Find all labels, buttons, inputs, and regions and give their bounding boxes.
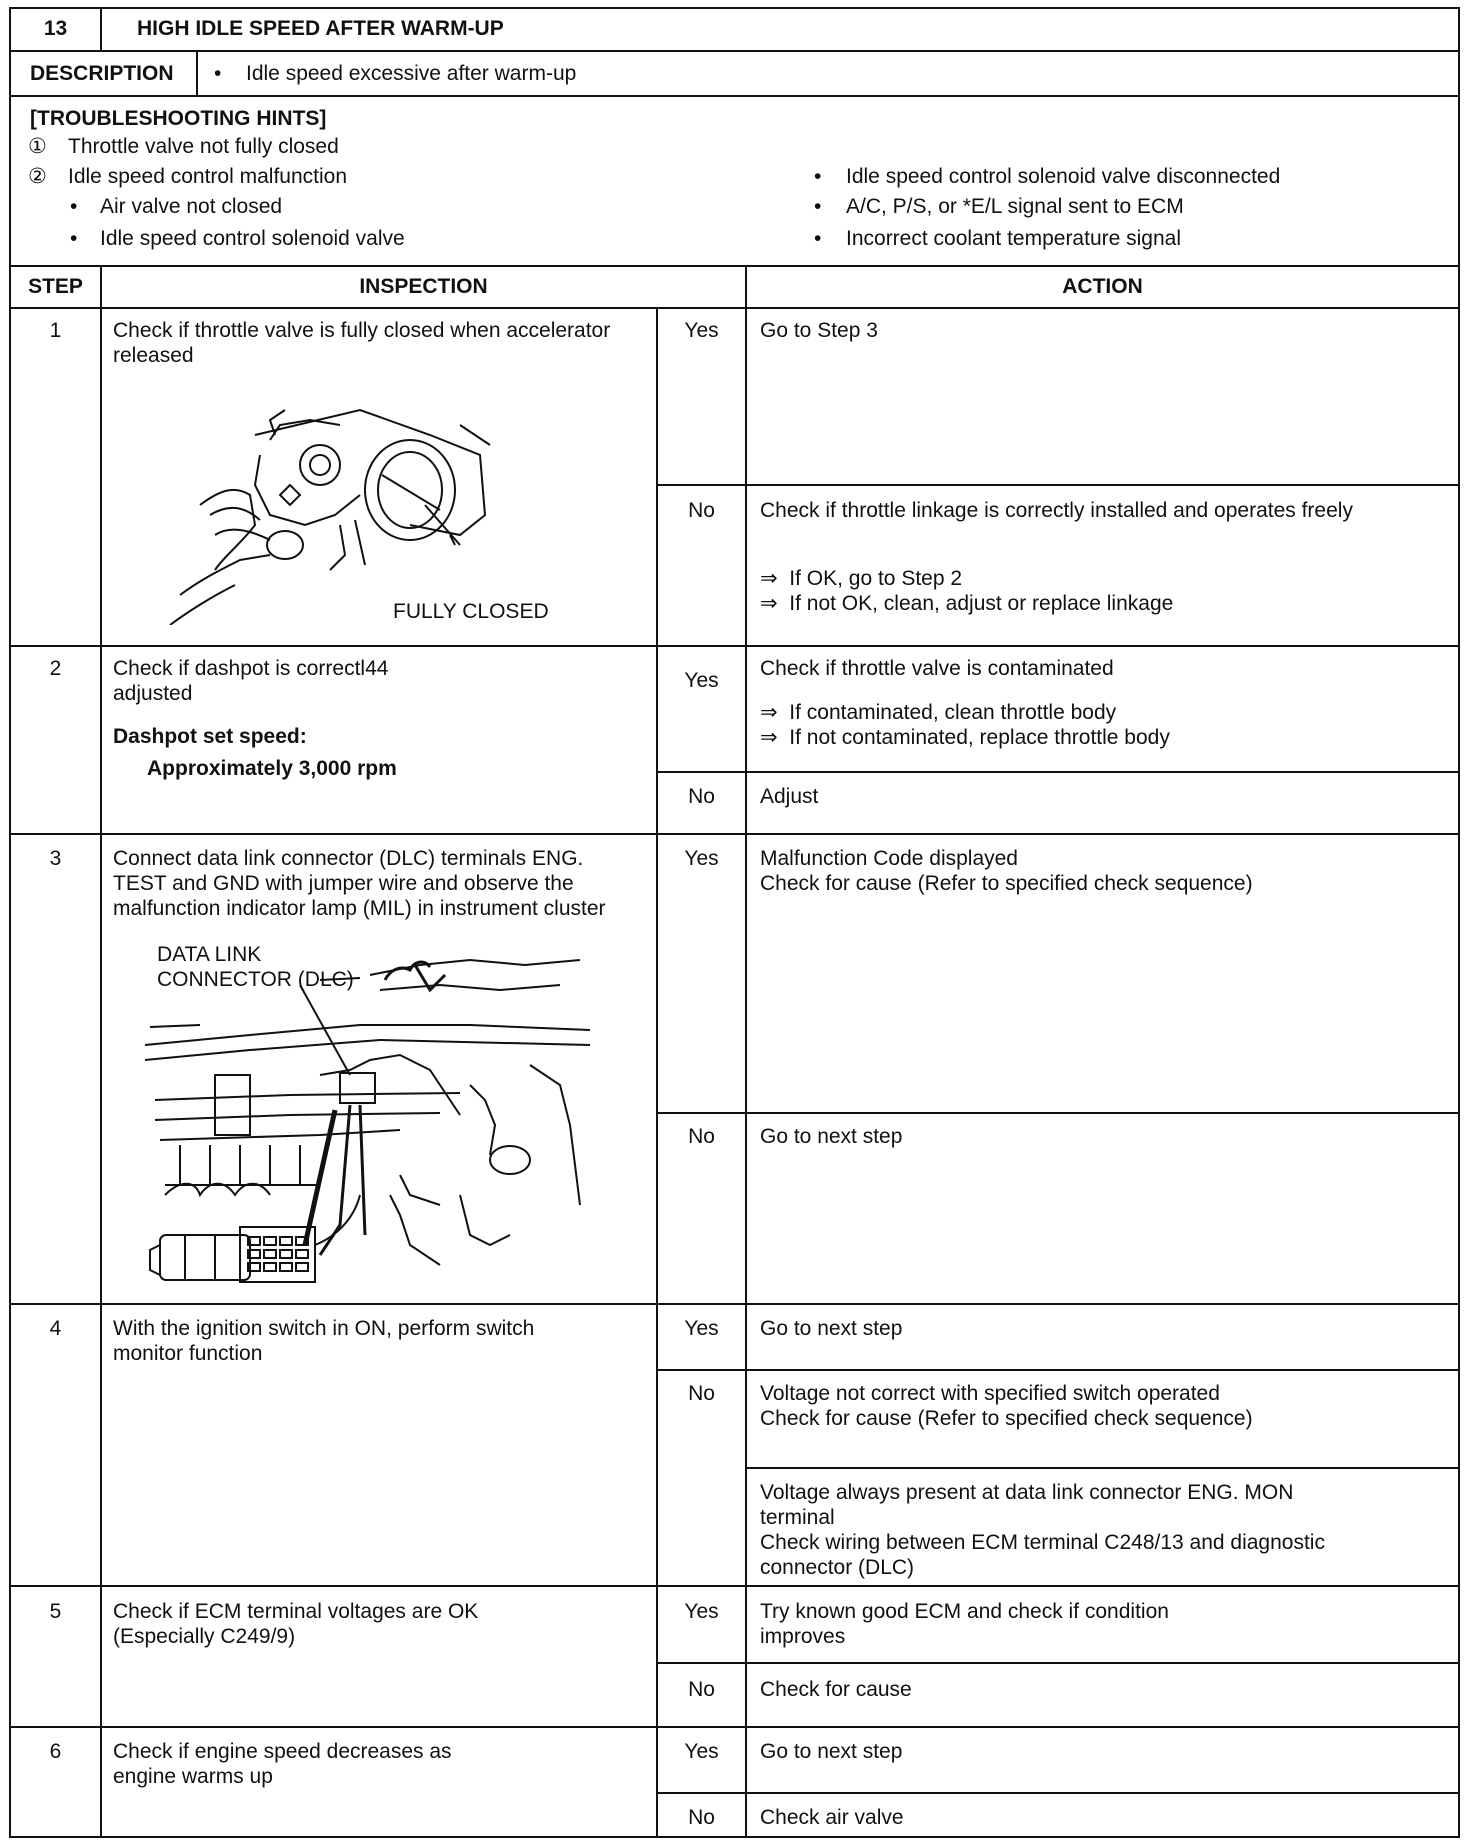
no-label: No <box>688 785 715 808</box>
yes-label: Yes <box>684 319 719 342</box>
step-number: 5 <box>49 1600 62 1623</box>
yes-label: Yes <box>684 669 719 692</box>
step-number: 3 <box>49 847 62 870</box>
step-number: 2 <box>49 657 62 680</box>
step-inspection: Connect data link connector (DLC) terminals ENG. TEST and GND with jumper wire and observe the malfunction indicator lamp (MIL) in instrument cluster <box>113 847 606 920</box>
hint-bullet: Idle speed control solenoid valve disconnected <box>846 165 1281 188</box>
hint-item: Throttle valve not fully closed <box>68 135 339 158</box>
yes-action: Try known good ECM and check if condition improves <box>760 1600 1169 1648</box>
bullet-icon: • <box>70 227 78 250</box>
description-text: Idle speed excessive after warm-up <box>246 62 577 85</box>
divider <box>9 1303 1460 1305</box>
yes-action: Go to next step <box>760 1740 903 1763</box>
bullet-icon: • <box>814 165 822 188</box>
divider <box>745 265 747 1838</box>
step-inspection: Check if throttle valve is fully closed when accelerator released <box>113 319 611 367</box>
yes-label: Yes <box>684 847 719 870</box>
divider <box>656 1369 1460 1371</box>
no-label: No <box>688 1678 715 1701</box>
no-action: Go to next step <box>760 1125 903 1148</box>
step-inspection: With the ignition switch in ON, perform switch monitor function <box>113 1317 535 1365</box>
yes-action: Go to Step 3 <box>760 319 878 342</box>
divider <box>656 484 1460 486</box>
figure-label: DATA LINK CONNECTOR (DLC) <box>157 943 354 991</box>
divider <box>9 265 1460 267</box>
divider <box>656 1792 1460 1794</box>
no-action: Check if throttle linkage is correctly installed and operates freely <box>760 499 1353 522</box>
divider <box>745 1467 1460 1469</box>
divider <box>196 50 198 96</box>
yes-label: Yes <box>684 1600 719 1623</box>
column-header-step: STEP <box>28 275 83 298</box>
figure-label: FULLY CLOSED <box>393 600 549 623</box>
divider <box>9 95 1460 97</box>
bullet-icon: • <box>214 62 222 85</box>
hint-bullet: A/C, P/S, or *E/L signal sent to ECM <box>846 195 1184 218</box>
yes-label: Yes <box>684 1317 719 1340</box>
no-action: Adjust <box>760 785 819 808</box>
divider <box>9 833 1460 835</box>
yes-label: Yes <box>684 1740 719 1763</box>
yes-action: Malfunction Code displayed Check for cause (Refer to specified check sequence) <box>760 847 1253 895</box>
engine-bay-illustration <box>140 945 600 1295</box>
divider <box>656 771 1460 773</box>
circled-one-icon: ① <box>28 135 47 158</box>
hint-bullet: Air valve not closed <box>100 195 283 218</box>
yes-action: Check if throttle valve is contaminated <box>760 657 1114 680</box>
no-action: Check for cause <box>760 1678 912 1701</box>
throttle-body-illustration <box>160 395 500 625</box>
hints-title: [TROUBLESHOOTING HINTS] <box>30 107 327 130</box>
bullet-icon: • <box>814 195 822 218</box>
section-title: HIGH IDLE SPEED AFTER WARM-UP <box>137 17 504 40</box>
no-label: No <box>688 499 715 522</box>
column-header-inspection: INSPECTION <box>359 275 488 298</box>
no-label: No <box>688 1382 715 1405</box>
step-number: 4 <box>49 1317 62 1340</box>
no-action: Voltage not correct with specified switch operated Check for cause (Refer to specified check sequence) <box>760 1382 1253 1430</box>
hint-bullet: Incorrect coolant temperature signal <box>846 227 1182 250</box>
divider <box>9 50 1460 52</box>
description-label: DESCRIPTION <box>30 62 174 85</box>
step-inspection: Check if dashpot is correctl44 adjusted <box>113 657 389 705</box>
divider <box>100 7 102 51</box>
no-sub-action: ⇒ If not OK, clean, adjust or replace linkage <box>760 592 1174 615</box>
divider <box>656 1112 1460 1114</box>
divider <box>9 1726 1460 1728</box>
spec-value: Approximately 3,000 rpm <box>147 757 397 780</box>
circled-two-icon: ② <box>28 165 47 188</box>
divider <box>9 645 1460 647</box>
hint-bullet: Idle speed control solenoid valve <box>100 227 405 250</box>
no-sub-action: ⇒ If OK, go to Step 2 <box>760 567 963 590</box>
no-label: No <box>688 1125 715 1148</box>
divider <box>9 307 1460 309</box>
bullet-icon: • <box>814 227 822 250</box>
spec-label: Dashpot set speed: <box>113 725 307 748</box>
step-inspection: Check if engine speed decreases as engine warms up <box>113 1740 452 1788</box>
yes-sub-action: ⇒ If not contaminated, replace throttle body <box>760 726 1170 749</box>
yes-action: Go to next step <box>760 1317 903 1340</box>
divider <box>100 265 102 1838</box>
no-action-alt: Voltage always present at data link connector ENG. MON terminal Check wiring between ECM terminal C248/13 and diagnostic connector (DLC) <box>760 1481 1325 1579</box>
hint-item: Idle speed control malfunction <box>68 165 347 188</box>
divider <box>656 1662 1460 1664</box>
column-header-action: ACTION <box>1062 275 1143 298</box>
divider <box>9 1585 1460 1587</box>
yes-sub-action: ⇒ If contaminated, clean throttle body <box>760 701 1117 724</box>
step-number: 6 <box>49 1740 62 1763</box>
section-number: 13 <box>43 17 68 40</box>
bullet-icon: • <box>70 195 78 218</box>
step-number: 1 <box>49 319 62 342</box>
no-action: Check air valve <box>760 1806 904 1829</box>
step-inspection: Check if ECM terminal voltages are OK (Especially C249/9) <box>113 1600 479 1648</box>
no-label: No <box>688 1806 715 1829</box>
